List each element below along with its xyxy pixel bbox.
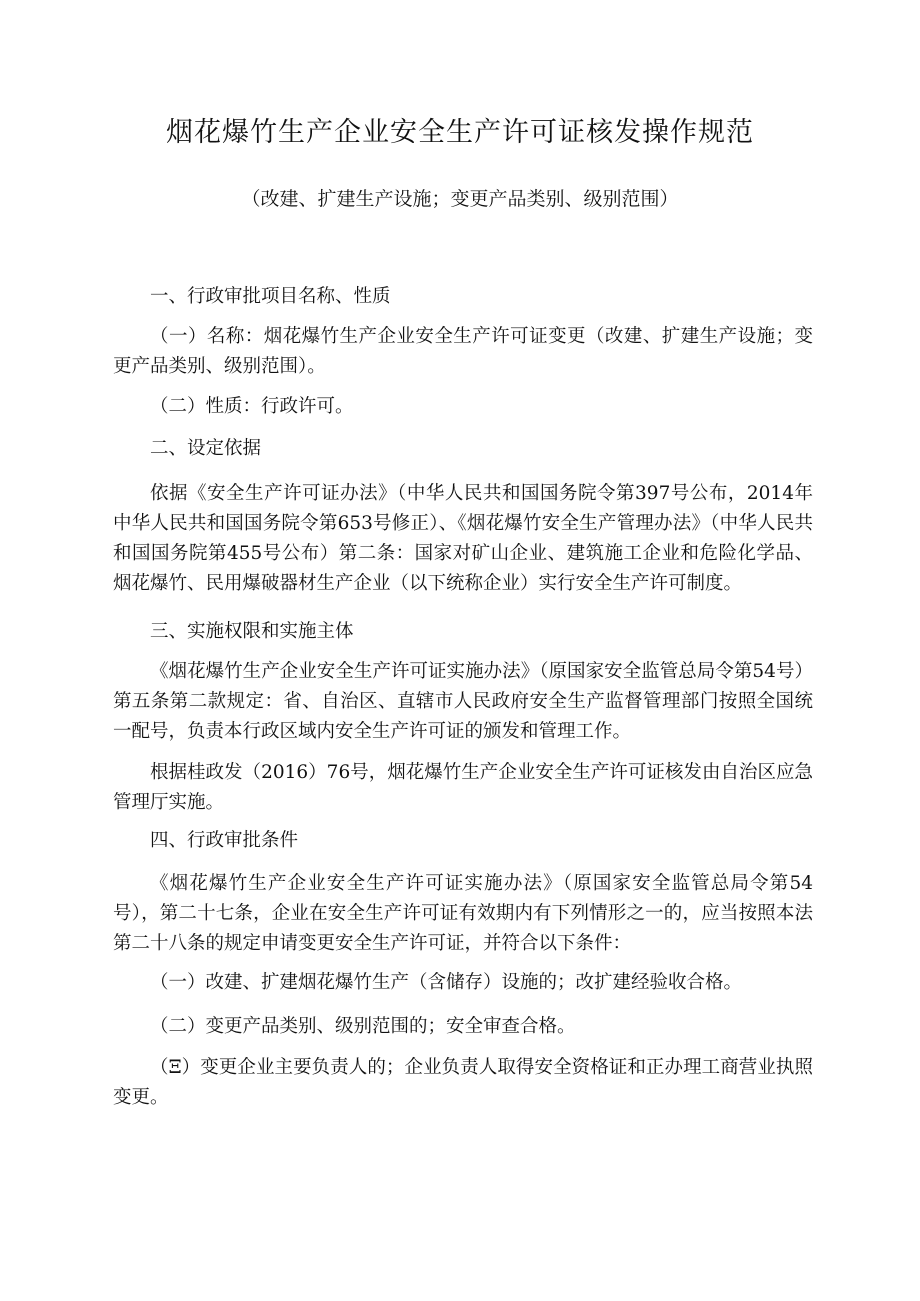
- paragraph-implementation: 根据桂政发（2016）76号，烟花爆竹生产企业安全生产许可证核发由自治区应急管理厅实施。: [113, 762, 813, 813]
- condition-item-3: （Ξ）变更企业主要负责人的；企业负责人取得安全资格证和正办理工商营业执照变更。: [113, 1057, 813, 1108]
- section-heading-3: 三、实施权限和实施主体: [150, 621, 354, 642]
- paragraph-nature: （二）性质：行政许可。: [150, 396, 354, 417]
- condition-item-1: （一）改建、扩建烟花爆竹生产（含储存）设施的；改扩建经验收合格。: [150, 972, 743, 993]
- paragraph-legal-basis: 依据《安全生产许可证办法》（中华人民共和国国务院令第397号公布，2014年中华人民共和国国务院令第653号修正）、《烟花爆竹安全生产管理办法》（中华人民共和国国务院第455号公布）第二条：国家对矿山企业、建筑施工企业和危险化学品、烟花爆竹、民用爆破器材生产企业（以下统称企业）实行安全生产许可制度。: [113, 483, 813, 594]
- section-heading-4: 四、行政审批条件: [150, 830, 299, 851]
- paragraph-conditions: 《烟花爆竹生产企业安全生产许可证实施办法》（原国家安全监管总局令第54号），第二十七条，企业在安全生产许可证有效期内有下列情形之一的，应当按照本法第二十八条的规定申请变更安全生产许可证，并符合以下条件：: [113, 873, 813, 954]
- paragraph-name: （一）名称：烟花爆竹生产企业安全生产许可证变更（改建、扩建生产设施；变更产品类别、级别范围）。: [113, 326, 813, 377]
- section-heading-1: 一、行政审批项目名称、性质: [150, 286, 391, 307]
- paragraph-authority: 《烟花爆竹生产企业安全生产许可证实施办法》（原国家安全监管总局令第54号）第五条第二款规定：省、自治区、直辖市人民政府安全生产监督管理部门按照全国统一配号，负责本行政区域内安全生产许可证的颁发和管理工作。: [113, 661, 813, 742]
- section-heading-2: 二、设定依据: [150, 438, 262, 459]
- document-title: 烟花爆竹生产企业安全生产许可证核发操作规范: [166, 117, 754, 148]
- document-subtitle: （改建、扩建生产设施；变更产品类别、级别范围）: [241, 188, 679, 210]
- condition-item-2: （二）变更产品类别、级别范围的；安全审查合格。: [150, 1016, 576, 1037]
